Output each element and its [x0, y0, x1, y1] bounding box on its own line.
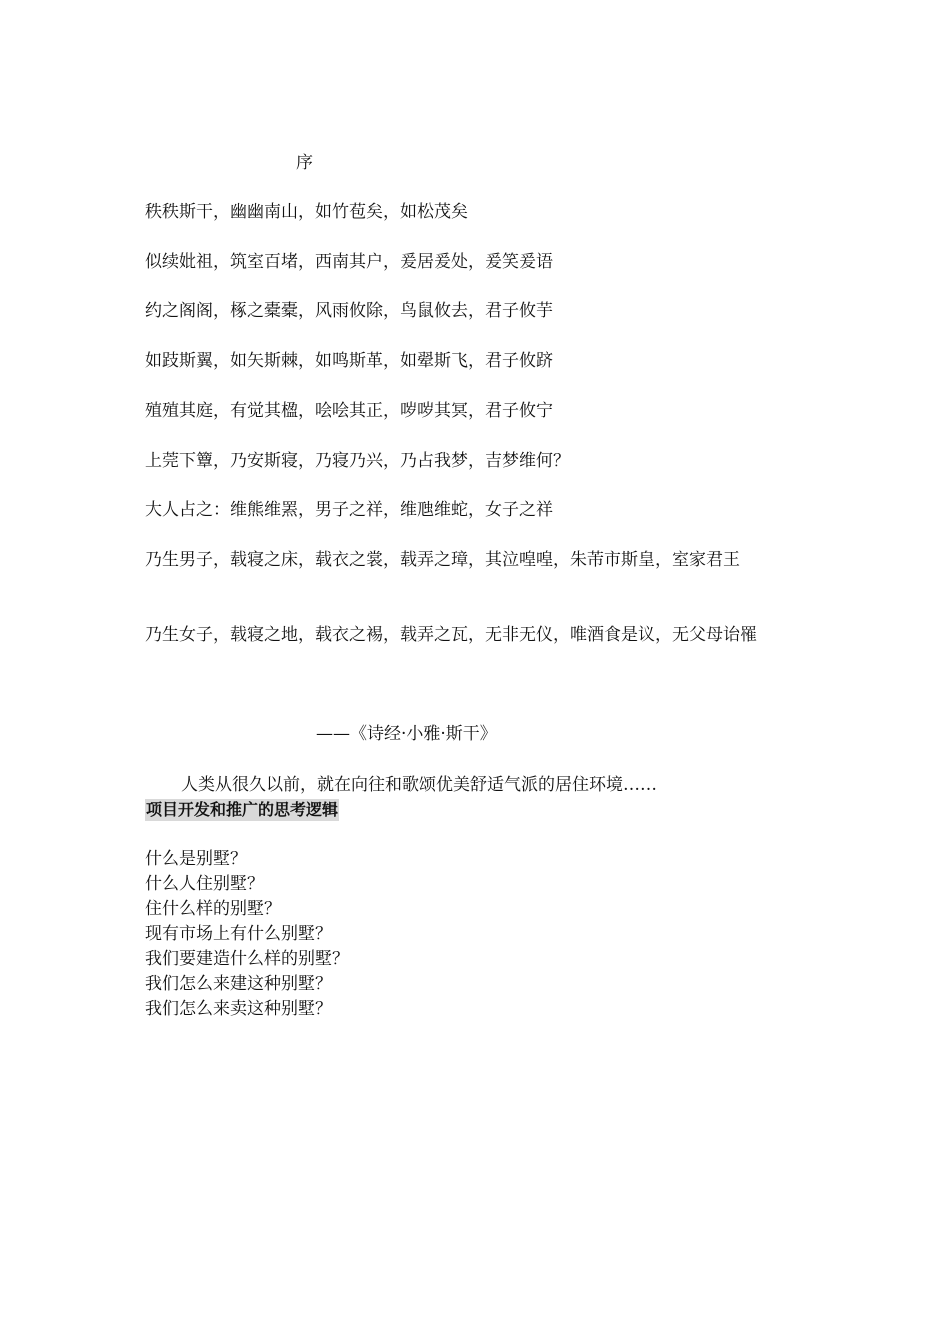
poem-line-1: 秩秩斯干，幽幽南山，如竹苞矣，如松茂矣	[145, 202, 468, 222]
poem-line-9: 乃生女子，载寝之地，载衣之裼，载弄之瓦，无非无仪，唯酒食是议，无父母诒罹	[145, 625, 757, 645]
poem-line-5: 殖殖其庭，有觉其楹，哙哙其正，哕哕其冥，君子攸宁	[145, 401, 553, 421]
question-item: 我们怎么来卖这种别墅？	[145, 999, 332, 1019]
poem-line-3: 约之阁阁，椓之橐橐，风雨攸除，鸟鼠攸去，君子攸芋	[145, 301, 553, 321]
question-item: 我们要建造什么样的别墅？	[145, 949, 349, 969]
question-item: 什么是别墅？	[145, 849, 247, 869]
poem-line-7: 大人占之：维熊维罴，男子之祥，维虺维蛇，女子之祥	[145, 500, 553, 520]
poem-attribution: ——《诗经·小雅·斯干》	[316, 724, 497, 744]
intro-paragraph: 人类从很久以前，就在向往和歌颂优美舒适气派的居住环境……	[181, 775, 657, 795]
poem-line-4: 如跂斯翼，如矢斯棘，如鸣斯革，如翚斯飞，君子攸跻	[145, 351, 553, 371]
question-item: 住什么样的别墅？	[145, 899, 281, 919]
section-heading: 项目开发和推广的思考逻辑	[146, 800, 339, 819]
question-item: 什么人住别墅？	[145, 874, 264, 894]
poem-line-6: 上莞下簟，乃安斯寝，乃寝乃兴，乃占我梦，吉梦维何？	[145, 451, 570, 471]
poem-line-8: 乃生男子，载寝之床，载衣之裳，载弄之璋，其泣喤喤，朱芾市斯皇，室家君王	[145, 550, 740, 570]
poem-line-2: 似续妣祖，筑室百堵，西南其户，爰居爰处，爰笑爰语	[145, 252, 553, 272]
question-item: 现有市场上有什么别墅？	[145, 924, 332, 944]
preface-title: 序	[296, 153, 313, 173]
question-item: 我们怎么来建这种别墅？	[145, 974, 332, 994]
